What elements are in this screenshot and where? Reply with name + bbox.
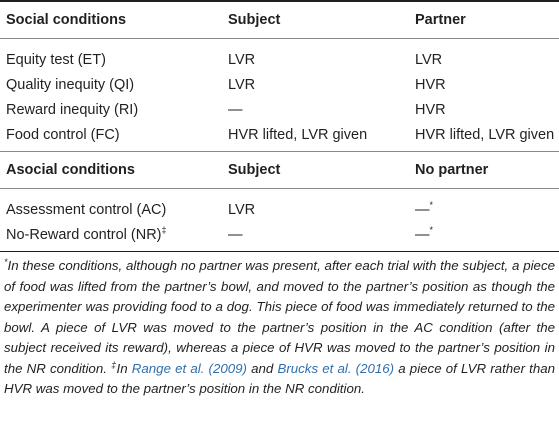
table-row — [0, 222, 559, 252]
table-row — [0, 189, 559, 223]
partner-cell: LVR — [415, 51, 443, 68]
subject-cell: — — [228, 101, 243, 118]
partner-cell: HVR lifted, LVR given — [409, 122, 559, 152]
subject-cell: LVR — [228, 76, 256, 93]
partner-cell: HVR — [415, 101, 446, 118]
table-row — [0, 72, 559, 97]
partner-cell — [409, 222, 559, 252]
subject-cell: LVR — [228, 51, 256, 68]
footnote-mark: * — [429, 224, 434, 235]
table-row — [0, 39, 559, 73]
asocial-header-row — [0, 152, 559, 189]
condition-cell: Food control (FC) — [0, 122, 222, 152]
partner-header: Partner — [409, 1, 559, 39]
reference-link-range-2009[interactable]: Range et al. (2009) — [131, 360, 247, 376]
footnote-text-3: and — [246, 360, 278, 376]
social-header-row — [0, 1, 559, 39]
condition-mark: ‡ — [161, 224, 167, 235]
condition-cell — [0, 189, 222, 223]
subject-header: Subject — [222, 1, 409, 39]
subject-cell: HVR lifted, LVR given — [222, 122, 409, 152]
table-footnote — [0, 252, 559, 400]
footnote-mark: * — [429, 199, 434, 210]
partner-cell: HVR — [415, 76, 446, 93]
partner-value: — — [415, 226, 430, 243]
no-partner-header: No partner — [409, 152, 559, 189]
condition-label: Assessment control (AC) — [6, 201, 167, 218]
table-row — [0, 122, 559, 152]
footnote-text-2: In — [116, 360, 132, 376]
table-row — [0, 97, 559, 122]
social-conditions-header: Social conditions — [0, 1, 222, 39]
subject-header: Subject — [222, 152, 409, 189]
subject-cell: — — [222, 222, 409, 252]
condition-cell — [0, 222, 222, 252]
footnote-mark-double-dagger: ‡ — [111, 359, 117, 370]
condition-label: No-Reward control (NR) — [6, 226, 162, 243]
asocial-conditions-header: Asocial conditions — [0, 152, 222, 189]
reference-link-brucks-2016[interactable]: Brucks et al. (2016) — [277, 360, 395, 376]
partner-value: — — [415, 201, 430, 218]
footnote-mark-asterisk: * — [4, 257, 8, 267]
footnote-text-1: In these conditions, although no partner was present, after each trial with the subject, a piece of food was lifted from the partner’s bowl, and moved to the partner’s position as though the experimenter was providing food to a dog. This piece of food was immediately returned to the bowl. A piece of LVR was moved to the partner’s position in the AC condition (after the subject received its reward), whereas a piece of HVR was moved to the partner’s position in the NR condition. — [4, 258, 555, 376]
footnote-text-4: a piece of LVR rather than HVR was moved to the partner’s position in the NR condition. — [4, 360, 556, 396]
condition-cell: Reward inequity (RI) — [6, 101, 139, 118]
partner-cell — [409, 189, 559, 223]
condition-cell: Equity test (ET) — [6, 51, 106, 68]
condition-cell: Quality inequity (QI) — [6, 76, 135, 93]
subject-cell: LVR — [228, 201, 256, 218]
